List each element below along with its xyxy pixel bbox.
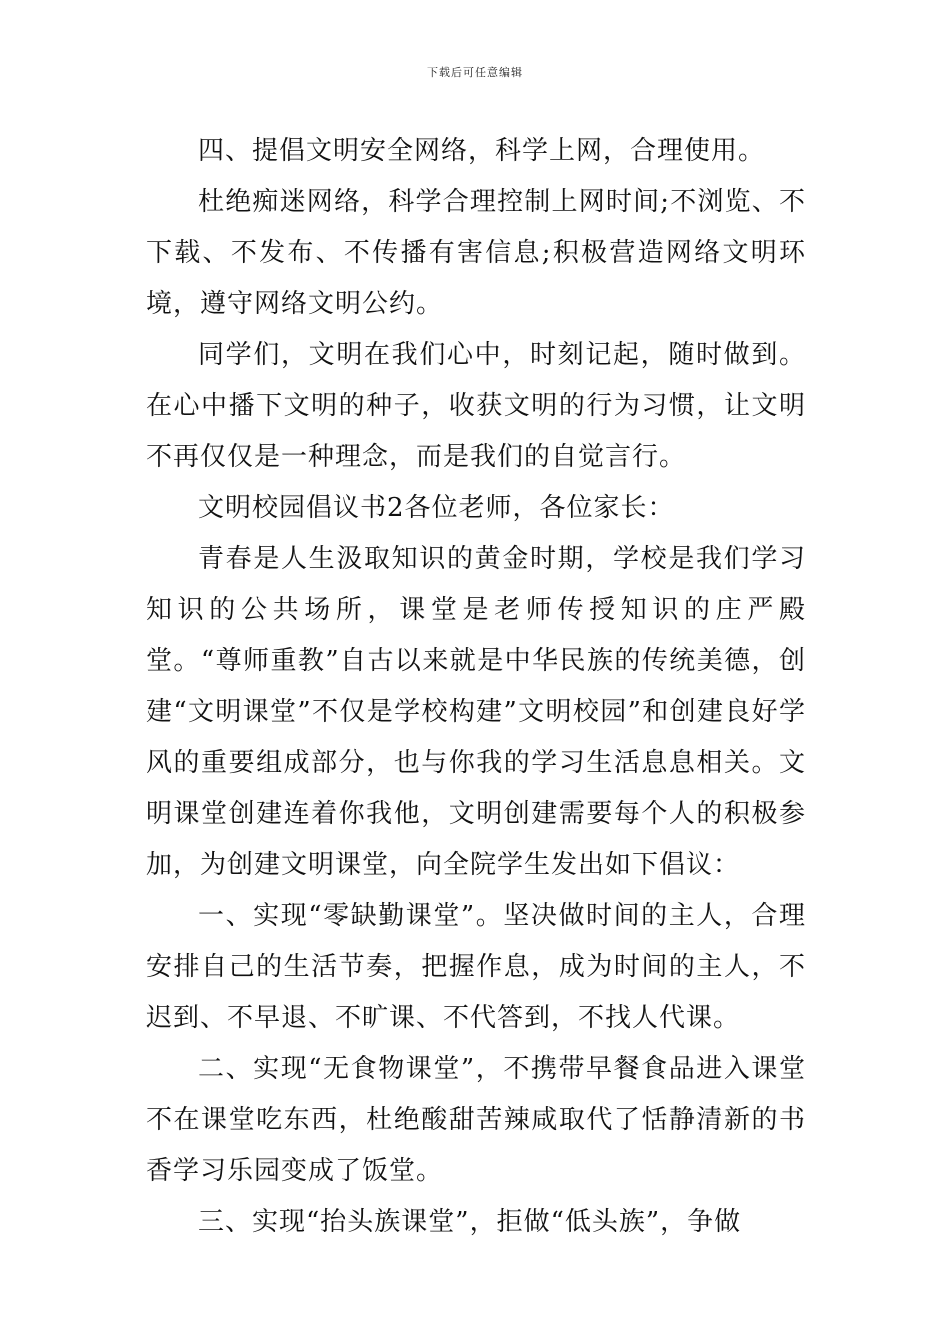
paragraph-youth-learning: 青春是人生汲取知识的黄金时期，学校是我们学习知识的公共场所，课堂是老师传授知识的庄严殿堂。“尊师重教”自古以来就是中华民族的传统美德，创建“文明课堂”不仅是学校构建”文明校园”和创建良好学风的重要组成部分，也与你我的学习生活息息相关。文明课堂创建连着你我他，文明创建需要每个人的积极参加，为创建文明课堂，向全院学生发出如下倡议： <box>146 544 806 880</box>
paragraph-proposal-two-heading: 文明校园倡议书2各位老师，各位家长： <box>198 493 675 523</box>
paragraph-internet-use: 杜绝痴迷网络，科学合理控制上网时间;不浏览、不下载、不发布、不传播有害信息;积极营造网络文明环境，遵守网络文明公约。 <box>146 187 806 319</box>
page-header: 下载后可任意编辑 <box>427 66 523 79</box>
paragraph-item-three-heads-up: 三、实现“抬头族课堂”，拒做“低头族”，争做 <box>198 1207 742 1237</box>
paragraph-civility-closing: 同学们，文明在我们心中，时刻记起，随时做到。在心中播下文明的种子，收获文明的行为习惯，让文明不再仅仅是一种理念，而是我们的自觉言行。 <box>146 340 806 472</box>
paragraph-item-one-attendance: 一、实现“零缺勤课堂”。坚决做时间的主人，合理安排自己的生活节奏，把握作息，成为时间的主人，不迟到、不早退、不旷课、不代答到，不找人代课。 <box>146 901 806 1033</box>
paragraph-section-four-title: 四、提倡文明安全网络，科学上网，合理使用。 <box>198 136 766 166</box>
document-body <box>146 126 806 1248</box>
paragraph-item-two-no-food: 二、实现“无食物课堂”，不携带早餐食品进入课堂不在课堂吃东西，杜绝酸甜苦辣咸取代了恬静清新的书香学习乐园变成了饭堂。 <box>146 1054 806 1186</box>
